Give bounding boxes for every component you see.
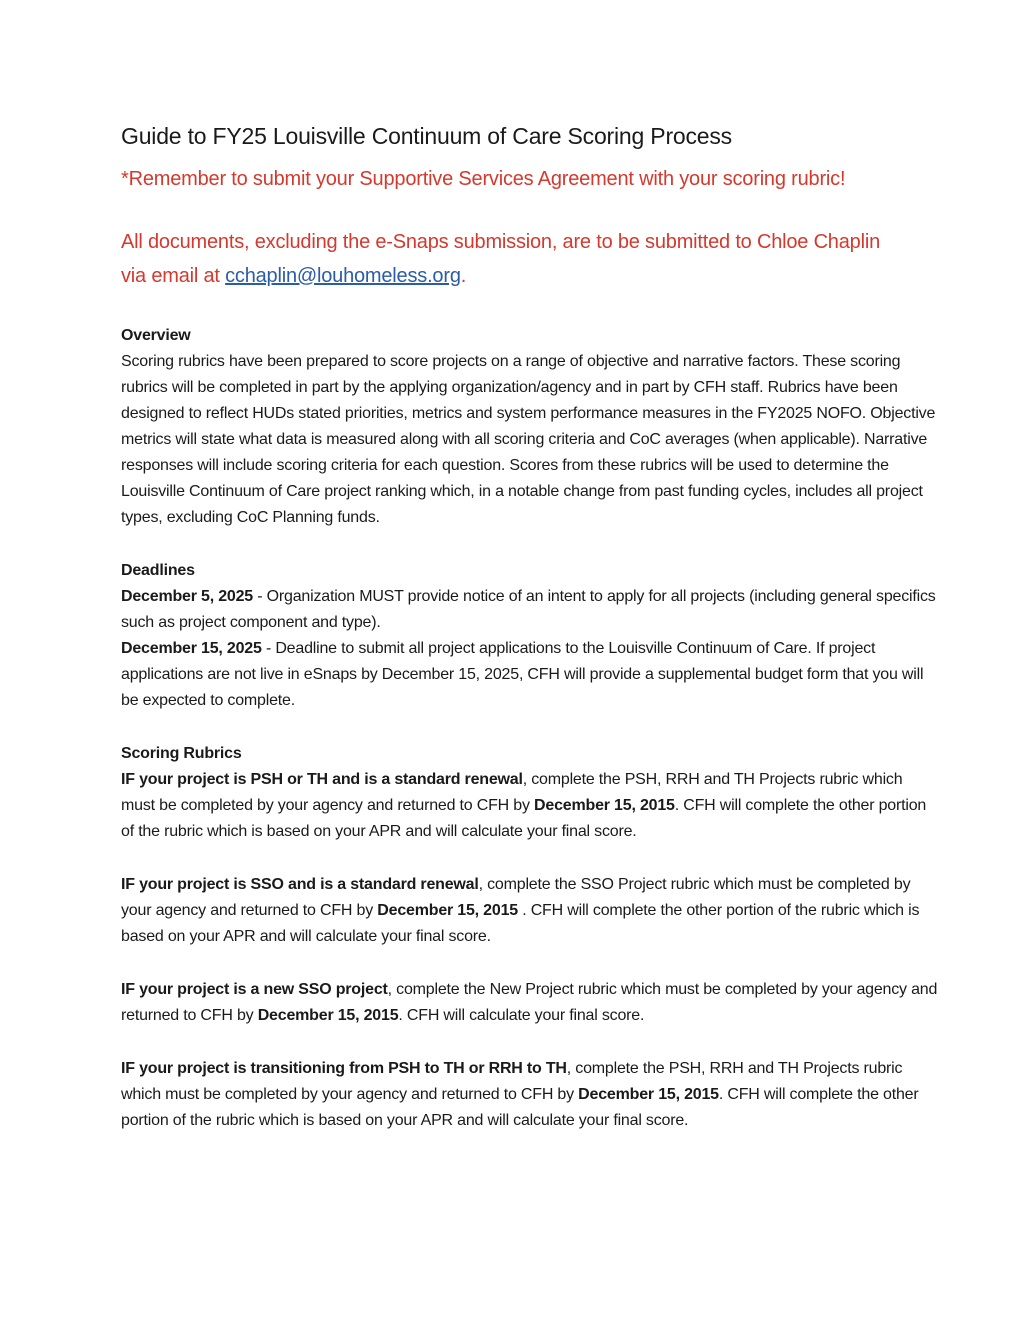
deadline-item [121,636,940,714]
deadline-text: - Organization MUST provide notice of an intent to apply for all projects (including general specifics such as project component and type). [121,588,936,631]
rubric-condition: IF your project is PSH or TH and is a standard renewal [121,771,523,788]
rubric-text: , complete the SSO Project rubric which must be completed by your agency and returned to CFH by [121,876,911,919]
rubric-text: . CFH will calculate your final score. [398,1007,645,1024]
overview-body: Scoring rubrics have been prepared to score projects on a range of objective and narrative factors. These scoring rubrics will be completed in part by the applying organization/agency and in part by CFH staff. Rubrics have been designed to reflect HUDs stated priorities, metrics and system performance measures in the FY2025 NOFO. Objective metrics will state what data is measured along with all scoring criteria and CoC averages (when applicable). Narrative responses will include scoring criteria for each question. Scores from these rubrics will be used to determine the Louisville Continuum of Care project ranking which, in a notable change from past funding cycles, includes all project types, excluding CoC Planning funds. [121,353,936,526]
rubric-paragraph [121,872,940,950]
rubric-paragraph [121,767,940,845]
rubric-text: , complete the PSH, RRH and TH Projects rubric which must be completed by your agency and returned to CFH by [121,1060,903,1103]
submission-note-text: All documents, excluding the e-Snaps submission, are to be submitted to Chloe Chaplin via email at [121,231,880,287]
deadline-text: - Deadline to submit all project applications to the Louisville Continuum of Care. If project applications are not live in eSnaps by December 15, 2025, CFH will provide a supplemental budget form that you will be expected to complete. [121,640,924,709]
submission-note-period: . [460,265,467,287]
overview-heading: Overview [121,327,191,344]
deadlines-heading: Deadlines [121,562,195,579]
rubric-text: , complete the New Project rubric which must be completed by your agency and returned to CFH by [121,981,938,1024]
rubric-deadline-date: December 15, 2015 [377,902,518,919]
rubric-text: . CFH will complete the other portion of the rubric which is based on your APR and will calculate your final score. [121,797,927,840]
deadlines-section [121,558,940,714]
rubric-condition: IF your project is SSO and is a standard renewal [121,876,479,893]
rubric-deadline-date: December 15, 2015 [534,797,675,814]
deadline-item [121,584,940,636]
submission-note [121,225,901,293]
rubric-condition: IF your project is transitioning from PSH to TH or RRH to TH [121,1060,567,1077]
rubric-text: . CFH will complete the other portion of the rubric which is based on your APR and will calculate your final score. [121,902,920,945]
rubric-text: , complete the PSH, RRH and TH Projects rubric which must be completed by your agency and returned to CFH by [121,771,903,814]
rubric-deadline-date: December 15, 2015 [578,1086,719,1103]
rubric-text: . CFH will complete the other portion of the rubric which is based on your APR and will calculate your final score. [121,1086,919,1129]
deadline-date: December 15, 2025 [121,640,262,657]
rubric-paragraph [121,1056,940,1134]
reminder-note: *Remember to submit your Supportive Services Agreement with your scoring rubric! [121,168,846,190]
document-title: Guide to FY25 Louisville Continuum of Care Scoring Process [121,123,732,149]
deadline-date: December 5, 2025 [121,588,254,605]
overview-section [121,323,940,531]
email-link[interactable]: cchaplin@louhomeless.org [225,265,461,287]
scoring-rubrics-heading: Scoring Rubrics [121,745,242,762]
rubric-condition: IF your project is a new SSO project [121,981,388,998]
scoring-rubrics-section [121,741,940,1134]
rubric-paragraph [121,977,940,1029]
rubric-deadline-date: December 15, 2015 [257,1007,399,1024]
